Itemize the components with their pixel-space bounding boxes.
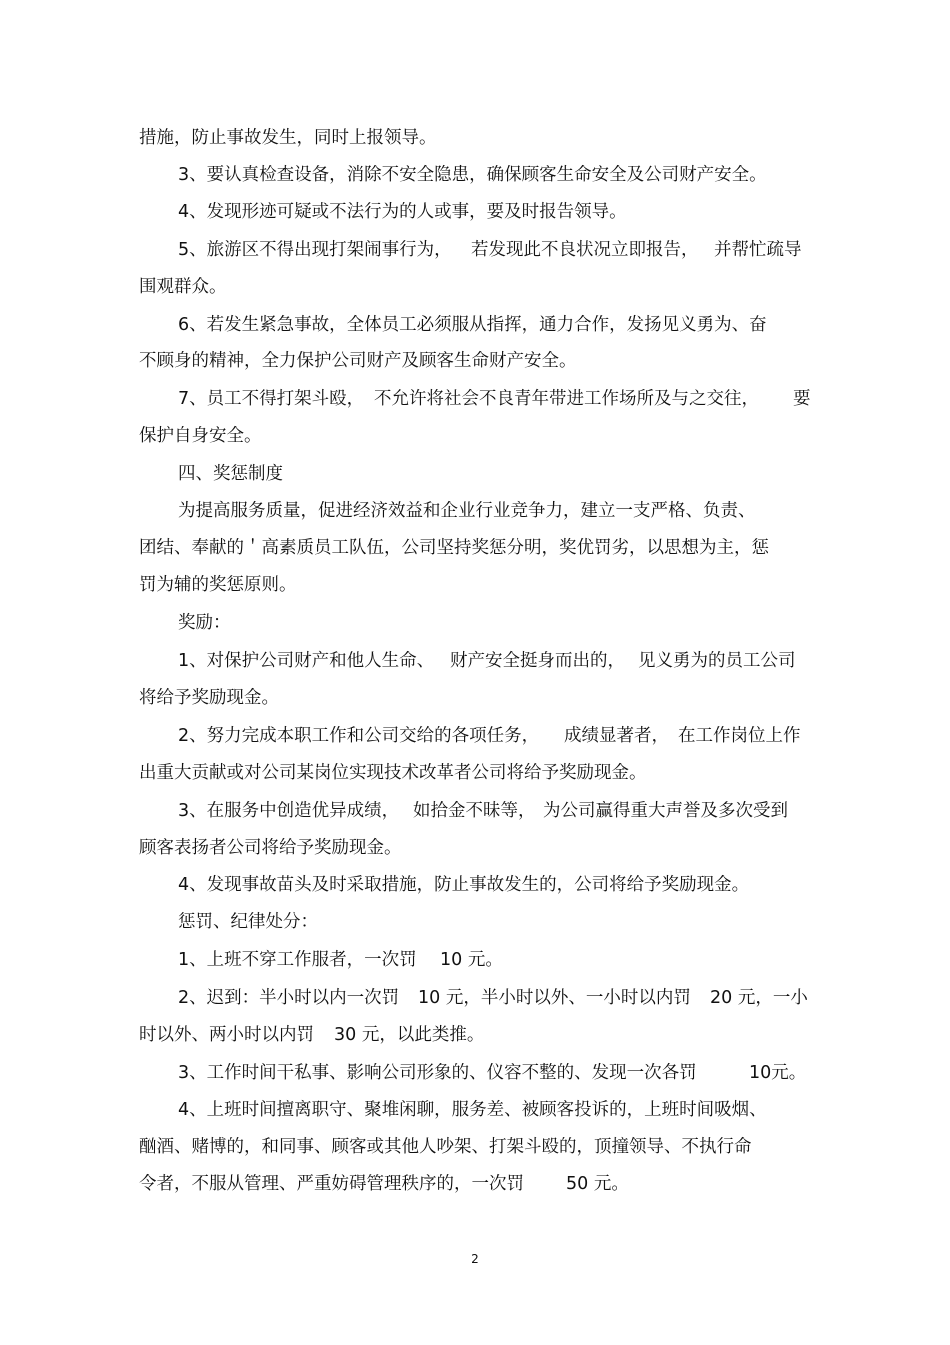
text-line — [0, 1134, 950, 1160]
text-segment: 时以外、两小时以内罚 — [139, 1025, 314, 1045]
text-line — [0, 1022, 950, 1048]
text-segment: 罚为辅的奖惩原则。 — [139, 575, 297, 595]
text-line — [0, 798, 950, 824]
text-segment: 如拾金不昧等， — [413, 801, 536, 821]
text-segment: 10 元，半小时以外、一小时以内罚 — [418, 988, 691, 1008]
text-segment: 在工作岗位上作 — [678, 726, 801, 746]
text-line — [0, 835, 950, 861]
text-segment: 50 元。 — [566, 1174, 629, 1194]
text-line — [0, 947, 950, 973]
text-line — [0, 386, 950, 412]
text-line — [0, 1060, 950, 1086]
text-segment: 将给予奖励现金。 — [139, 688, 279, 708]
text-line — [0, 348, 950, 374]
text-segment: 10元。 — [749, 1063, 807, 1083]
text-segment: 围观群众。 — [139, 277, 227, 297]
text-line — [0, 648, 950, 674]
text-segment: 惩罚、纪律处分： — [178, 912, 318, 932]
text-line — [0, 610, 950, 636]
text-segment: 为提高服务质量，促进经济效益和企业行业竞争力，建立一支严格、负责、 — [178, 501, 756, 521]
text-line — [0, 685, 950, 711]
text-line — [0, 461, 950, 487]
text-segment: 5、旅游区不得出现打架闹事行为， — [178, 240, 452, 260]
text-line — [0, 125, 950, 151]
text-line — [0, 199, 950, 225]
text-segment: 并帮忙疏导 — [714, 240, 802, 260]
text-segment: 3、在服务中创造优异成绩， — [178, 801, 400, 821]
page-number: 2 — [471, 1252, 479, 1266]
text-line — [0, 872, 950, 898]
text-line — [0, 1171, 950, 1197]
text-segment: 不顾身的精神，全力保护公司财产及顾客生命财产安全。 — [139, 351, 577, 371]
text-segment: 2、迟到：半小时以内一次罚 — [178, 988, 400, 1008]
text-segment: 不允许将社会不良青年带进工作场所及与之交往， — [374, 389, 759, 409]
text-line — [0, 985, 950, 1011]
text-line — [0, 498, 950, 524]
text-segment: 4、上班时间擅离职守、聚堆闲聊，服务差、被顾客投诉的，上班时间吸烟、 — [178, 1100, 767, 1120]
text-segment: 措施，防止事故发生，同时上报领导。 — [139, 128, 437, 148]
text-segment: 令者，不服从管理、严重妨碍管理秩序的，一次罚 — [139, 1174, 524, 1194]
text-line — [0, 162, 950, 188]
text-segment: 30 元，以此类推。 — [334, 1025, 485, 1045]
text-line — [0, 1097, 950, 1123]
text-line — [0, 312, 950, 338]
text-line — [0, 237, 950, 263]
text-segment: 20 元，一小 — [710, 988, 808, 1008]
text-line — [0, 423, 950, 449]
text-segment: 若发现此不良状况立即报告， — [471, 240, 699, 260]
text-segment: 6、若发生紧急事故，全体员工必须服从指挥，通力合作，发扬见义勇为、奋 — [178, 315, 767, 335]
text-segment: 要 — [793, 389, 811, 409]
text-segment: 酗酒、赌博的，和同事、顾客或其他人吵架、打架斗殴的，顶撞领导、不执行命 — [139, 1137, 752, 1157]
text-segment: 四、奖惩制度 — [178, 464, 283, 484]
text-segment: 为公司赢得重大声誉及多次受到 — [543, 801, 788, 821]
text-line — [0, 760, 950, 786]
text-segment: 4、发现形迹可疑或不法行为的人或事，要及时报告领导。 — [178, 202, 627, 222]
text-line — [0, 572, 950, 598]
text-segment: 成绩显著者， — [564, 726, 669, 746]
text-segment: 7、员工不得打架斗殴， — [178, 389, 365, 409]
text-segment: 团结、奉献的＇高素质员工队伍，公司坚持奖惩分明，奖优罚劣，以思想为主，惩 — [139, 538, 769, 558]
text-line — [0, 274, 950, 300]
text-segment: 1、对保护公司财产和他人生命、 — [178, 651, 435, 671]
text-segment: 1、上班不穿工作服者，一次罚 — [178, 950, 417, 970]
text-segment: 2、努力完成本职工作和公司交给的各项任务， — [178, 726, 540, 746]
text-segment: 保护自身安全。 — [139, 426, 262, 446]
text-segment: 4、发现事故苗头及时采取措施，防止事故发生的，公司将给予奖励现金。 — [178, 875, 750, 895]
text-segment: 奖励： — [178, 613, 231, 633]
text-segment: 3、要认真检查设备，消除不安全隐患，确保顾客生命安全及公司财产安全。 — [178, 165, 767, 185]
text-segment: 出重大贡献或对公司某岗位实现技术改革者公司将给予奖励现金。 — [139, 763, 647, 783]
text-line — [0, 909, 950, 935]
text-segment: 3、工作时间干私事、影响公司形象的、仪容不整的、发现一次各罚 — [178, 1063, 697, 1083]
text-segment: 10 元。 — [440, 950, 503, 970]
text-line — [0, 535, 950, 561]
text-line — [0, 723, 950, 749]
text-segment: 顾客表扬者公司将给予奖励现金。 — [139, 838, 402, 858]
text-segment: 见义勇为的员工公司 — [638, 651, 796, 671]
text-segment: 财产安全挺身而出的， — [450, 651, 625, 671]
